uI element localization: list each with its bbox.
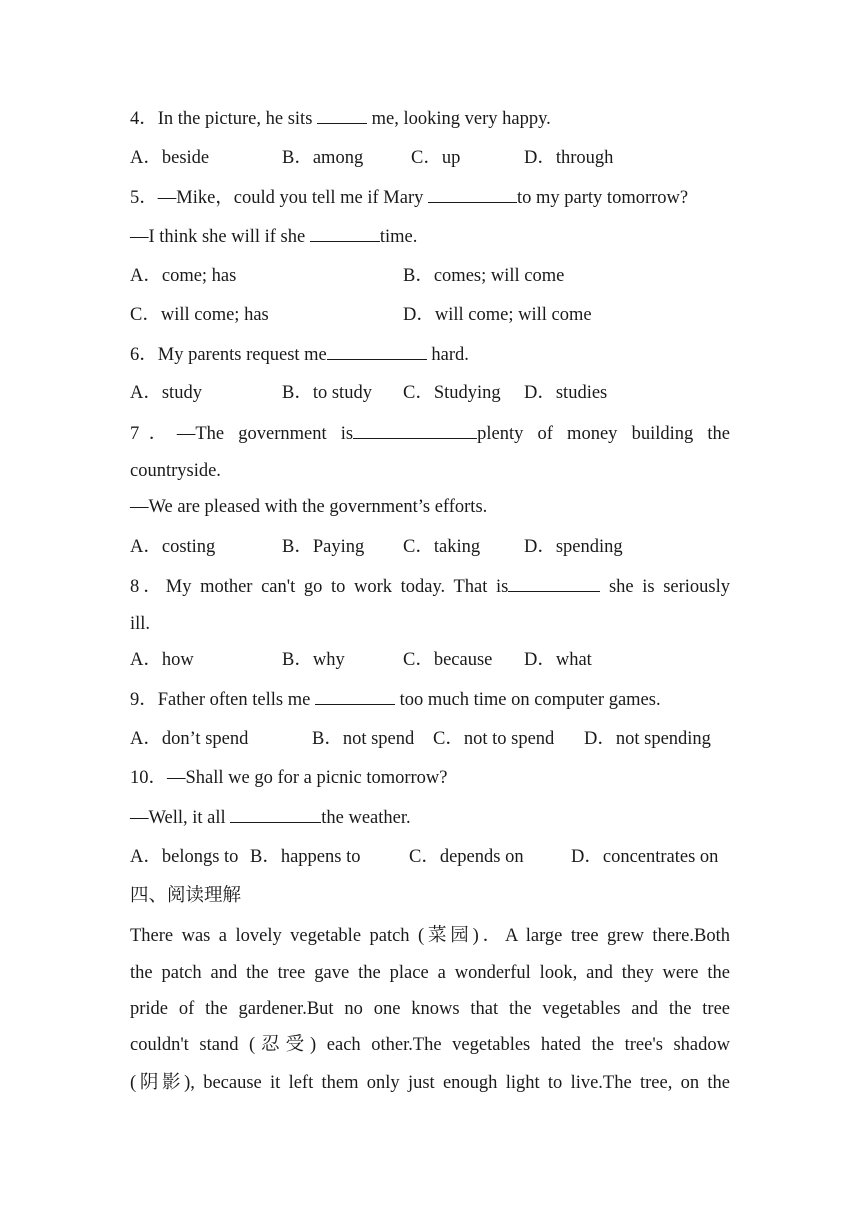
q4-option-c: C．up xyxy=(411,148,461,168)
q7-option-c: C．taking xyxy=(403,537,481,557)
q5-option-c: C．will come; has xyxy=(130,305,269,325)
q7-stem-end: plenty of money building the xyxy=(477,424,730,444)
question-5 xyxy=(130,185,688,210)
q7-option-a: A．costing xyxy=(130,537,216,557)
q9-option-c: C．not to spend xyxy=(433,729,555,749)
q10-reply xyxy=(130,805,411,830)
answer-blank xyxy=(230,805,321,823)
passage-line: (阴影), because it left them only just enough light to live.The tree, on the xyxy=(130,1073,730,1093)
q5-reply-end: time. xyxy=(379,227,418,247)
q8-stem-end: she is seriously xyxy=(600,577,730,597)
q9-option-b: B．not spend xyxy=(312,729,415,749)
q8-option-b: B．why xyxy=(282,650,345,670)
q5-reply xyxy=(130,224,417,249)
q5-option-b: B．comes; will come xyxy=(403,266,565,286)
answer-blank xyxy=(508,574,600,592)
passage-line: There was a lovely vegetable patch (菜园)．A large tree grew there.Both xyxy=(130,926,730,946)
passage-line: couldn't stand (忍受) each other.The vegetables hated the tree's shadow xyxy=(130,1035,730,1055)
answer-blank xyxy=(327,342,427,360)
question-6 xyxy=(130,342,469,367)
q5-reply-text: —I think she will if she xyxy=(130,227,310,247)
q9-stem: 9．Father often tells me xyxy=(130,690,315,710)
q8-option-a: A．how xyxy=(130,650,194,670)
q10-reply-text: —Well, it all xyxy=(130,808,231,828)
question-4 xyxy=(130,106,551,131)
q9-option-a: A．don’t spend xyxy=(130,729,249,749)
q8-stem-continued: ill. xyxy=(130,614,151,634)
answer-blank xyxy=(317,106,367,124)
q6-option-d: D．studies xyxy=(524,383,608,403)
q5-stem-end: to my party tomorrow? xyxy=(517,188,689,208)
q6-stem: 6．My parents request me xyxy=(130,345,327,365)
answer-blank xyxy=(315,687,395,705)
answer-blank xyxy=(428,185,517,203)
q4-option-a: A．beside xyxy=(130,148,210,168)
q10-option-c: C．depends on xyxy=(409,847,524,867)
question-8 xyxy=(130,574,730,599)
q8-option-d: D．what xyxy=(524,650,592,670)
q4-stem-end: me, looking very happy. xyxy=(367,109,551,129)
q7-reply: —We are pleased with the government’s efforts. xyxy=(130,497,488,517)
q9-option-d: D．not spending xyxy=(584,729,711,749)
question-9 xyxy=(130,687,661,712)
passage-line: the patch and the tree gave the place a wonderful look, and they were the xyxy=(130,963,730,983)
question-10: 10．—Shall we go for a picnic tomorrow? xyxy=(130,768,448,788)
q8-stem: 8．My mother can't go to work today. That is xyxy=(130,577,509,597)
q5-option-d: D．will come; will come xyxy=(403,305,592,325)
q6-option-b: B．to study xyxy=(282,383,372,403)
q10-option-a: A．belongs to xyxy=(130,847,239,867)
q4-option-b: B．among xyxy=(282,148,364,168)
q8-option-c: C．because xyxy=(403,650,493,670)
answer-blank xyxy=(353,421,477,439)
q5-option-a: A．come; has xyxy=(130,266,237,286)
q6-stem-end: hard. xyxy=(426,345,469,365)
q7-stem: 7．—The government is xyxy=(130,424,354,444)
q9-stem-end: too much time on computer games. xyxy=(394,690,661,710)
q7-option-b: B．Paying xyxy=(282,537,365,557)
q6-option-c: C．Studying xyxy=(403,383,501,403)
q5-stem: 5．—Mike，could you tell me if Mary xyxy=(130,188,429,208)
passage-line: pride of the gardener.But no one knows that the vegetables and the tree xyxy=(130,999,730,1019)
q4-stem: 4．In the picture, he sits xyxy=(130,109,318,129)
q7-stem-continued: countryside. xyxy=(130,461,221,481)
answer-blank xyxy=(310,224,380,242)
q10-reply-end: the weather. xyxy=(321,808,411,828)
q7-option-d: D．spending xyxy=(524,537,623,557)
q4-option-d: D．through xyxy=(524,148,614,168)
q10-option-b: B．happens to xyxy=(250,847,361,867)
q10-option-d: D．concentrates on xyxy=(571,847,719,867)
q6-option-a: A．study xyxy=(130,383,202,403)
section-heading: 四、阅读理解 xyxy=(130,886,242,906)
question-7 xyxy=(130,421,730,446)
